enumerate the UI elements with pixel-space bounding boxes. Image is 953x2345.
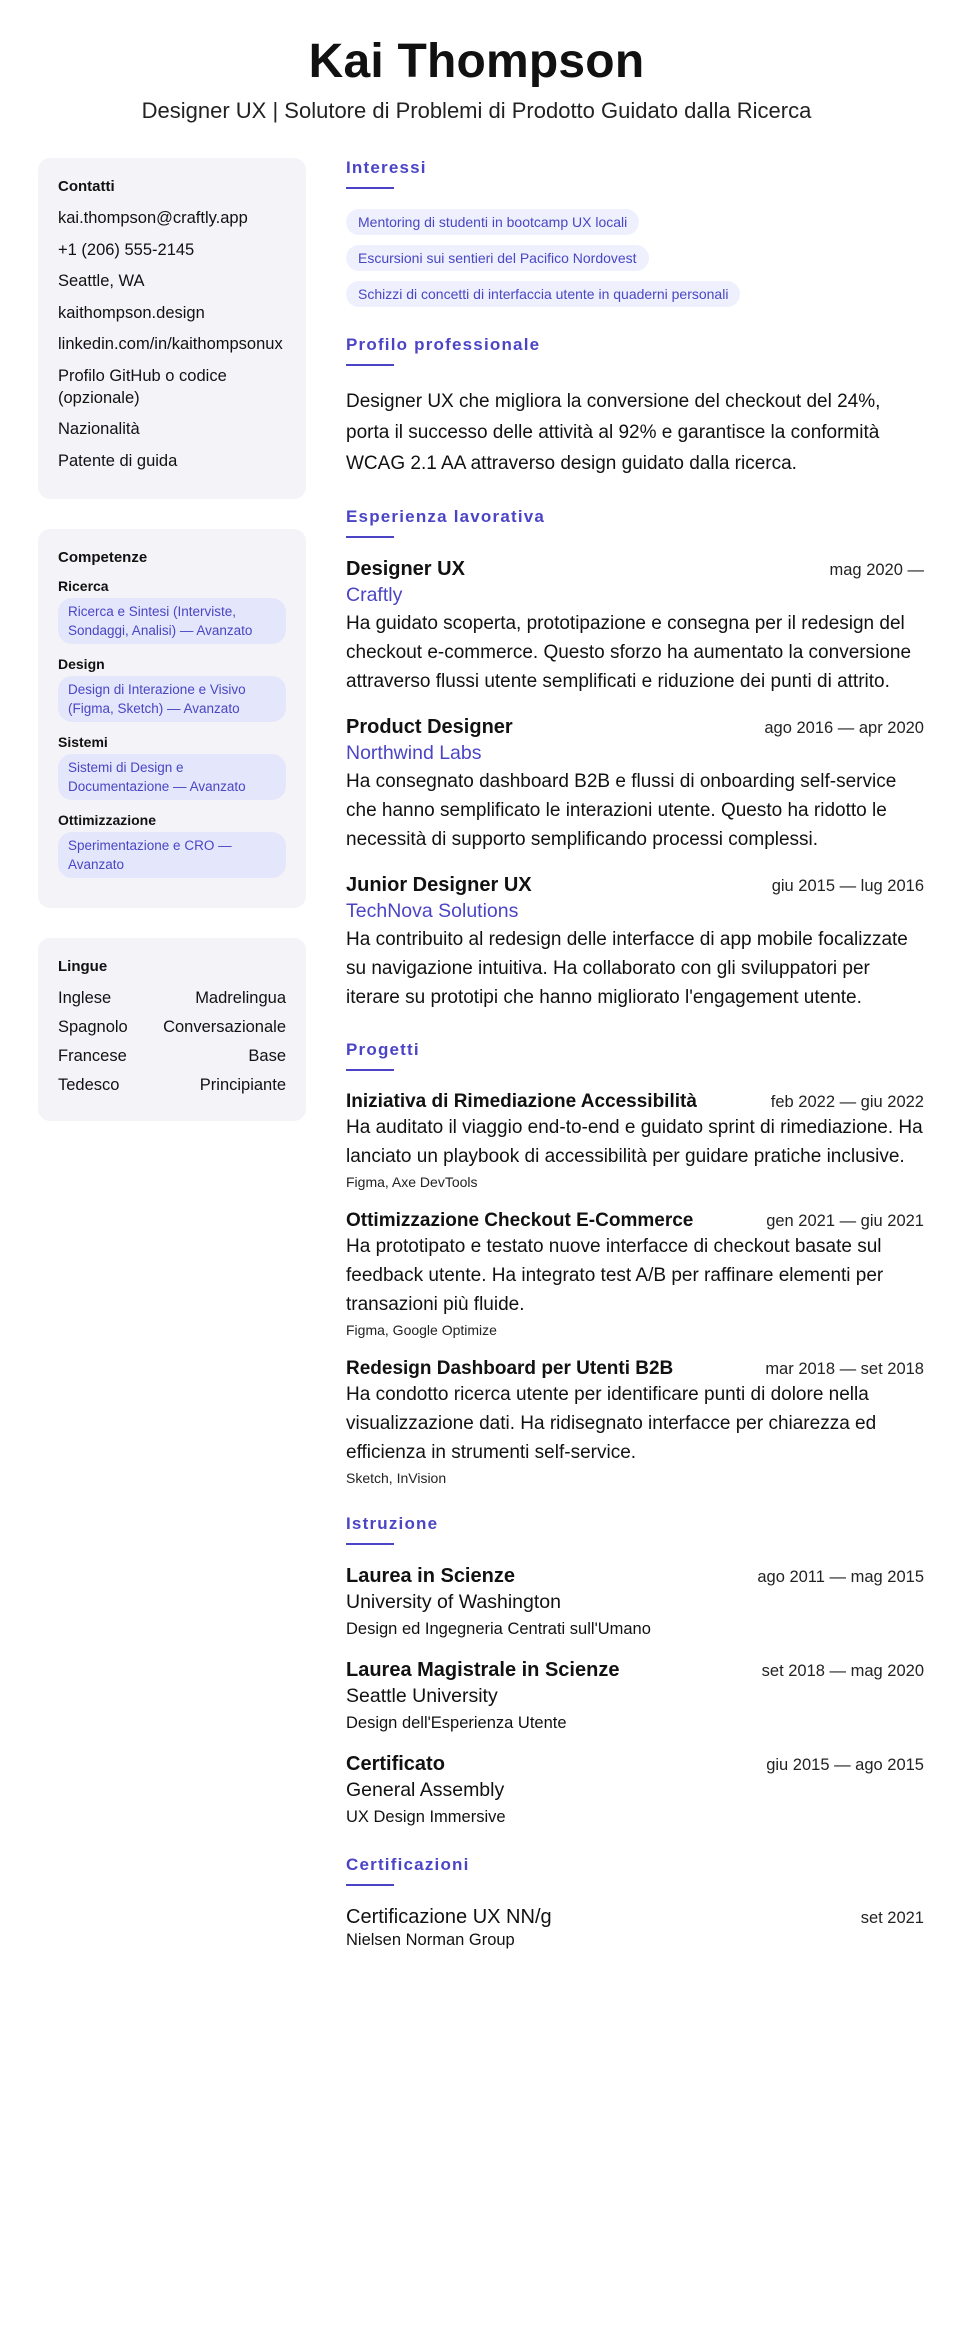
project-title: Iniziativa di Rimediazione Accessibilità	[346, 1091, 697, 1112]
project-tools: Sketch, InVision	[346, 1470, 447, 1486]
contact-linkedin[interactable]: linkedin.com/in/kaithompsonux	[58, 335, 283, 353]
experience-entry	[346, 716, 924, 854]
certification-date: set 2021	[860, 1909, 924, 1927]
education-entry	[346, 1565, 924, 1639]
contact-card	[38, 158, 306, 499]
candidate-tagline: Designer UX | Solutore di Problemi di Prodotto Guidato dalla Ricerca	[141, 98, 812, 123]
section-divider	[346, 1543, 394, 1545]
language-row	[58, 1016, 286, 1038]
job-title: Product Designer	[346, 716, 513, 738]
experience-section	[346, 507, 924, 1012]
profile-section	[346, 335, 924, 479]
interest-chips	[346, 209, 924, 307]
section-title: Progetti	[346, 1040, 420, 1059]
section-title: Istruzione	[346, 1514, 439, 1533]
project-description: Ha auditato il viaggio end-to-end e guidato sprint di rimediazione. Ha lanciato un playbook di accessibilità per guidare pratiche inclusive.	[346, 1117, 923, 1167]
interest-chip: Schizzi di concetti di interfaccia utente in quaderni personali	[346, 281, 740, 307]
certification-issuer: Nielsen Norman Group	[346, 1931, 515, 1949]
language-row	[58, 1074, 286, 1096]
skill-chip: Design di Interazione e Visivo (Figma, Sketch) — Avanzato	[58, 676, 286, 722]
section-title: Profilo professionale	[346, 335, 541, 354]
sidebar	[38, 158, 306, 1151]
skill-group-systems	[58, 734, 286, 800]
contact-email[interactable]: kai.thompson@craftly.app	[58, 209, 248, 227]
interest-chip: Escursioni sui sentieri del Pacifico Nordovest	[346, 245, 649, 271]
section-title: Esperienza lavorativa	[346, 507, 546, 526]
project-entry	[346, 1358, 924, 1486]
certifications-section	[346, 1855, 924, 1950]
project-date: mar 2018 — set 2018	[765, 1360, 924, 1378]
school-name: General Assembly	[346, 1779, 505, 1801]
skills-title: Competenze	[58, 549, 148, 566]
contact-phone[interactable]: +1 (206) 555-2145	[58, 240, 195, 259]
section-title: Certificazioni	[346, 1855, 470, 1874]
project-entry	[346, 1210, 924, 1338]
contact-website[interactable]: kaithompson.design	[58, 303, 205, 322]
project-title: Redesign Dashboard per Utenti B2B	[346, 1358, 674, 1379]
project-date: gen 2021 — giu 2021	[766, 1212, 924, 1230]
skill-group-title: Design	[58, 656, 105, 672]
job-description: Ha consegnato dashboard B2B e flussi di onboarding self-service che hanno semplificato le interazioni utente. Questo ha ridotto le necessità di supporto semplificando processi complessi.	[346, 771, 897, 850]
main-content	[346, 158, 924, 1978]
language-name: Tedesco	[58, 1076, 120, 1094]
candidate-name: Kai Thompson	[308, 35, 645, 88]
project-tools: Figma, Axe DevTools	[346, 1174, 478, 1190]
skill-group-title: Ottimizzazione	[58, 812, 157, 828]
language-name: Francese	[58, 1047, 127, 1065]
skills-card	[38, 529, 306, 908]
job-title: Designer UX	[346, 558, 465, 580]
projects-section	[346, 1040, 924, 1486]
project-description: Ha prototipato e testato nuove interfacce di checkout basate sul feedback utente. Ha integrato test A/B per raffinare elementi per transazioni più fluide.	[346, 1236, 884, 1315]
interest-chip: Mentoring di studenti in bootcamp UX locali	[346, 209, 639, 235]
education-section	[346, 1514, 924, 1827]
contact-location: Seattle, WA	[58, 272, 145, 290]
experience-entry	[346, 558, 924, 696]
section-divider	[346, 364, 394, 366]
certification-entry	[346, 1906, 924, 1950]
school-name: University of Washington	[346, 1591, 561, 1613]
skill-chip: Sperimentazione e CRO — Avanzato	[58, 832, 286, 878]
language-name: Spagnolo	[58, 1018, 128, 1036]
languages-card	[38, 938, 306, 1121]
language-level: Madrelingua	[195, 989, 286, 1007]
project-date: feb 2022 — giu 2022	[770, 1093, 924, 1111]
language-row	[58, 987, 286, 1009]
job-description: Ha guidato scoperta, prototipazione e consegna per il redesign del checkout e-commerce. Questo sforzo ha aumentato la conversione attraverso flussi utente semplificati e riduzione dei punti di attrito.	[346, 613, 912, 692]
contact-nationality: Nazionalità	[58, 420, 140, 438]
job-company: TechNova Solutions	[346, 900, 519, 922]
project-title: Ottimizzazione Checkout E-Commerce	[346, 1210, 694, 1231]
languages-title: Lingue	[58, 958, 108, 975]
skill-chip: Sistemi di Design e Documentazione — Avanzato	[58, 754, 286, 800]
profile-summary: Designer UX che migliora la conversione del checkout del 24%, porta il successo delle attività al 92% e garantisce la conformità WCAG 2.1 AA attraverso design guidato dalla ricerca.	[346, 391, 881, 474]
skill-group-title: Ricerca	[58, 578, 109, 594]
degree-title: Laurea Magistrale in Scienze	[346, 1659, 620, 1681]
job-title: Junior Designer UX	[346, 874, 532, 896]
job-date: mag 2020 —	[829, 561, 924, 579]
education-entry	[346, 1753, 924, 1827]
certification-name: Certificazione UX NN/g	[346, 1906, 552, 1928]
project-description: Ha condotto ricerca utente per identificare punti di dolore nella visualizzazione dati. Ha ridisegnato interfacce per chiarezza ed efficienza in strumenti self-service.	[346, 1384, 877, 1463]
language-level: Conversazionale	[163, 1018, 286, 1036]
contact-title: Contatti	[58, 178, 115, 195]
interests-section	[346, 158, 924, 307]
experience-entry	[346, 874, 924, 1012]
project-entry	[346, 1091, 924, 1190]
project-tools: Figma, Google Optimize	[346, 1322, 497, 1338]
resume-header	[0, 0, 953, 124]
section-divider	[346, 1884, 394, 1886]
language-level: Principiante	[199, 1076, 286, 1094]
section-divider	[346, 187, 394, 189]
degree-field: UX Design Immersive	[346, 1808, 506, 1826]
language-level: Base	[248, 1047, 286, 1065]
contact-github: Profilo GitHub o codice (opzionale)	[58, 366, 227, 407]
job-company: Craftly	[346, 584, 403, 606]
section-divider	[346, 536, 394, 538]
job-company: Northwind Labs	[346, 742, 482, 764]
job-date: giu 2015 — lug 2016	[771, 877, 924, 895]
skill-group-title: Sistemi	[58, 734, 108, 750]
job-date: ago 2016 — apr 2020	[764, 719, 924, 737]
skill-group-optimization	[58, 812, 286, 878]
language-name: Inglese	[58, 989, 112, 1007]
section-title: Interessi	[346, 158, 427, 177]
skill-chip: Ricerca e Sintesi (Interviste, Sondaggi, Analisi) — Avanzato	[58, 598, 286, 644]
school-name: Seattle University	[346, 1685, 498, 1707]
job-description: Ha contribuito al redesign delle interfacce di app mobile focalizzate su navigazione intuitiva. Ha collaborato con gli sviluppatori per iterare su prototipi che hanno migliorato l'engagement utente.	[346, 929, 908, 1008]
skill-group-research	[58, 578, 286, 644]
contact-driving-license: Patente di guida	[58, 451, 178, 470]
degree-date: giu 2015 — ago 2015	[766, 1756, 924, 1774]
degree-date: ago 2011 — mag 2015	[757, 1568, 924, 1586]
degree-title: Certificato	[346, 1753, 445, 1775]
section-divider	[346, 1069, 394, 1071]
degree-date: set 2018 — mag 2020	[761, 1662, 924, 1680]
degree-title: Laurea in Scienze	[346, 1565, 515, 1587]
skill-group-design	[58, 656, 286, 722]
degree-field: Design dell'Esperienza Utente	[346, 1714, 567, 1732]
language-row	[58, 1045, 286, 1067]
education-entry	[346, 1659, 924, 1733]
degree-field: Design ed Ingegneria Centrati sull'Umano	[346, 1620, 651, 1638]
